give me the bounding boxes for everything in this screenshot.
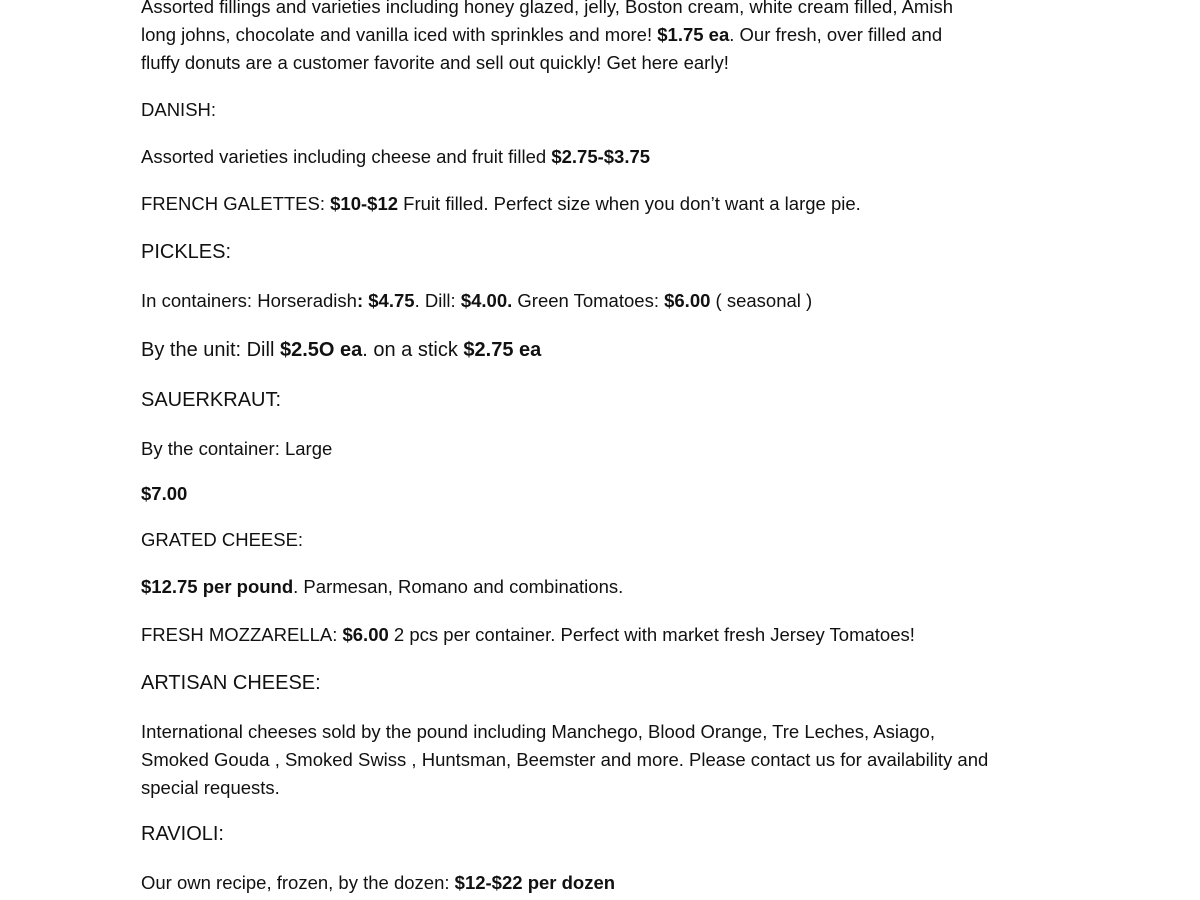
danish-price: $2.75-$3.75 [551,146,651,167]
grated-cheese-heading [141,526,1041,554]
mozzarella-desc: 2 pcs per container. Perfect with market fresh Jersey Tomatoes! [388,624,915,645]
donuts-price: $1.75 ea [657,24,730,45]
pickles-unit-line [141,336,1041,364]
heading-text: DANISH: [141,99,217,120]
galettes-label: FRENCH GALETTES: [141,193,331,214]
ravioli-line [141,869,1041,897]
pickles-heading [141,238,1041,266]
mozzarella-price: $6.00 [342,624,389,645]
ravioli-desc: Our own recipe, frozen, by the dozen: [141,872,455,893]
galettes-desc: Fruit filled. Perfect size when you don’t want a large pie. [398,193,861,214]
sauerkraut-line [141,435,1041,463]
sauerkraut-price: $7.00 [141,483,188,504]
green-tomatoes-label: Green Tomatoes: [512,290,665,311]
artisan-text: special requests. [141,777,280,798]
danish-line [141,143,1041,171]
artisan-text: International cheeses sold by the pound including Manchego, Blood Orange, Tre Leches, Asiago, [141,721,935,742]
donuts-line-2 [141,21,1041,49]
donuts-text: fluffy donuts are a customer favorite and sell out quickly! Get here early! [141,52,729,73]
donuts-line-3 [141,49,1041,77]
seasonal-note: ( seasonal ) [710,290,813,311]
artisan-line-2 [141,746,1041,774]
artisan-text: Smoked Gouda , Smoked Swiss , Huntsman, Beemster and more. Please contact us for availability and [141,749,989,770]
artisan-line-3 [141,774,1041,802]
artisan-line-1 [141,718,1041,746]
unit-stick-label: . on a stick [362,339,464,361]
pickles-containers-label: In containers: Horseradish [141,290,357,311]
green-tomatoes-price: $6.00 [664,290,711,311]
heading-text: PICKLES: [141,241,232,263]
horseradish-price: : $4.75 [356,290,415,311]
donuts-text: . Our fresh, over filled and [729,24,943,45]
dill-price: $4.00. [460,290,513,311]
grated-cheese-line [141,573,1041,601]
grated-cheese-price: $12.75 per pound [141,576,294,597]
ravioli-heading [141,820,1041,848]
pickles-containers-line [141,287,1041,315]
danish-heading [141,96,1041,124]
heading-text: GRATED CHEESE: [141,529,304,550]
sauerkraut-price-line [141,480,1041,508]
unit-dill-price: $2.5O ea [279,339,363,361]
danish-desc: Assorted varieties including cheese and fruit filled [141,146,552,167]
donuts-line-1 [141,0,1041,21]
unit-stick-price: $2.75 ea [463,339,542,361]
donuts-text: long johns, chocolate and vanilla iced with sprinkles and more! [141,24,658,45]
donuts-text: Assorted fillings and varieties including honey glazed, jelly, Boston cream, white cream filled, Amish [141,0,953,17]
galettes-price: $10-$12 [330,193,399,214]
sauerkraut-heading [141,386,1041,414]
ravioli-price: $12-$22 per dozen [454,872,616,893]
artisan-heading [141,669,1041,697]
mozzarella-line [141,621,1041,649]
mozzarella-label: FRESH MOZZARELLA: [141,624,343,645]
heading-text: RAVIOLI: [141,823,224,845]
heading-text: ARTISAN CHEESE: [141,672,321,694]
heading-text: SAUERKRAUT: [141,389,282,411]
grated-cheese-desc: . Parmesan, Romano and combinations. [293,576,624,597]
dill-label: . Dill: [414,290,461,311]
unit-label: By the unit: Dill [141,339,280,361]
galettes-line [141,190,1041,218]
sauerkraut-desc: By the container: Large [141,438,333,459]
